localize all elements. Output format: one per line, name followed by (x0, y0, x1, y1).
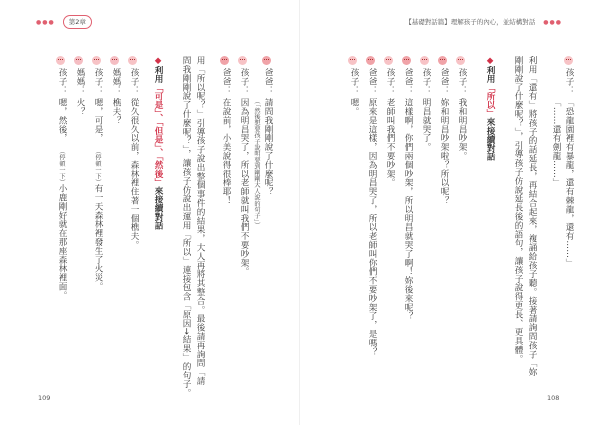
dialog-line: 因為明昌哭了，所以老師就叫我們不要吵架。 (239, 98, 249, 276)
dialog-speaker: 爸爸： (367, 68, 377, 95)
dialog-line: 「……還有劍龍……」 (551, 98, 561, 187)
child-face-icon (348, 56, 357, 65)
dialog-speaker: 孩子： (239, 68, 249, 95)
dialog-speaker: 孩子： (457, 68, 467, 95)
dialog-speaker: 媽媽： (111, 68, 121, 95)
dialog-speaker: 爸爸： (439, 68, 449, 95)
dialog-line: 明昌就哭了。 (421, 98, 431, 152)
father-face-icon (402, 56, 411, 65)
father-face-icon (262, 56, 271, 65)
heading-bullet: ◆ (485, 56, 495, 66)
dialog-line: 妳和明昌吵架啦？所以呢？ (439, 98, 449, 205)
child-face-icon (56, 56, 65, 65)
dialog-speaker: 爸爸： (263, 68, 273, 95)
body-paragraph-line: 用「所以呢？」引導孩子說出整個事件的結果，大人再將其整合。最後請再詢問「請 (195, 56, 205, 386)
child-face-icon (564, 56, 573, 65)
dialog-speaker: 孩子： (349, 68, 359, 95)
left-page-header (36, 14, 92, 30)
running-title: 【基礎對話篇】理解孩子的內心，並結構對話 (405, 18, 536, 26)
dialog-speaker: 媽媽： (75, 68, 85, 95)
body-paragraph-line: 利用「還有」將孩子的話延長，再結合起來，複誦給孩子聽。接著請詢問孩子「妳 (527, 56, 537, 377)
dialog-line: 在說前，小美說得很棒耶！ (221, 98, 231, 205)
dialog-speaker: 爸爸： (221, 68, 231, 95)
heading-bullet: ◆ (153, 56, 163, 66)
dialog-speaker: 爸爸： (403, 68, 413, 95)
page-number: 108 (547, 394, 560, 402)
dialog-speaker: 孩子： (421, 68, 431, 95)
dialog-line: 請問我剛剛說了什麼呢？ (263, 98, 273, 196)
dialog-note: （停頓一下） (58, 148, 65, 186)
dialog-note: （「然後想要孩子說明要到剛剛大人說的句子」） (253, 98, 260, 229)
dialog-line: 小鹿剛好就在那座森林裡面。 (57, 184, 67, 300)
section-heading (484, 56, 496, 161)
dialog-line: 嗯，然後， (57, 98, 67, 143)
chapter-label: 第2章 (63, 15, 92, 29)
dialog-speaker: 孩子： (564, 68, 574, 95)
child-face-icon (128, 56, 137, 65)
dialog-speaker: 孩子： (385, 68, 395, 95)
dialog-line: 樵夫？ (111, 98, 121, 125)
father-face-icon (220, 56, 229, 65)
heading-prefix: 利用 (153, 66, 163, 84)
heading-prefix: 利用 (485, 66, 495, 84)
dialog-line: 「恐龍園裡有暴龍，還有棘龍，還有……」 (564, 98, 574, 268)
child-face-icon (384, 56, 393, 65)
page-gutter (299, 0, 300, 425)
child-face-icon (92, 56, 101, 65)
mother-face-icon (74, 56, 83, 65)
dialog-line: 有一天森林裡發生了火災。 (93, 184, 103, 291)
heading-suffix: 來接續對話 (153, 186, 163, 230)
heading-suffix: 來接續對話 (485, 117, 495, 161)
dialog-line: 老師叫我們不要吵架。 (385, 98, 395, 187)
right-page-header (306, 14, 562, 30)
dialog-speaker: 孩子： (93, 68, 103, 95)
section-heading (152, 56, 164, 229)
child-face-icon (456, 56, 465, 65)
dialog-line: 從久很久以前，森林裡住著一個樵夫。 (129, 98, 139, 250)
body-paragraph-line: 問我剛剛說了什麼呢？」，讓孩子仿說出運用「所以」連接包含「原因→結果」的句子。 (181, 56, 191, 398)
dialog-line: 我和明昌吵架。 (457, 98, 467, 161)
body-paragraph-line: 剛剛說了什麼呢？」，引導孩子仿說延長後的語句，讓孩子說得更長、更具體。 (513, 56, 523, 364)
dialog-line: 嗯。 (349, 98, 359, 116)
mother-face-icon (110, 56, 119, 65)
dialog-line: 火？ (75, 98, 85, 116)
dialog-speaker: 孩子： (129, 68, 139, 95)
father-face-icon (366, 56, 375, 65)
dialog-note: （停頓一下） (94, 148, 101, 186)
child-face-icon (238, 56, 247, 65)
header-dots: ●●● (543, 19, 562, 26)
father-face-icon (438, 56, 447, 65)
heading-keyword: 「所以」 (485, 83, 495, 118)
dialog-line: 這樣啊，你們兩個吵架，所以明昌就哭了啊！妳後來呢？ (403, 98, 413, 321)
dialog-speaker: 孩子： (57, 68, 67, 95)
header-dots: ●●● (36, 19, 55, 26)
dialog-line: 原來是這樣，因為明昌哭了，所以老師叫你們不要吵架了，是嗎？ (367, 98, 377, 357)
dialog-line: 嗯，可是， (93, 98, 103, 143)
page-number: 109 (38, 394, 51, 402)
heading-keyword: 「可是」、「但是」、「然後」 (153, 83, 163, 187)
child-face-icon (420, 56, 429, 65)
